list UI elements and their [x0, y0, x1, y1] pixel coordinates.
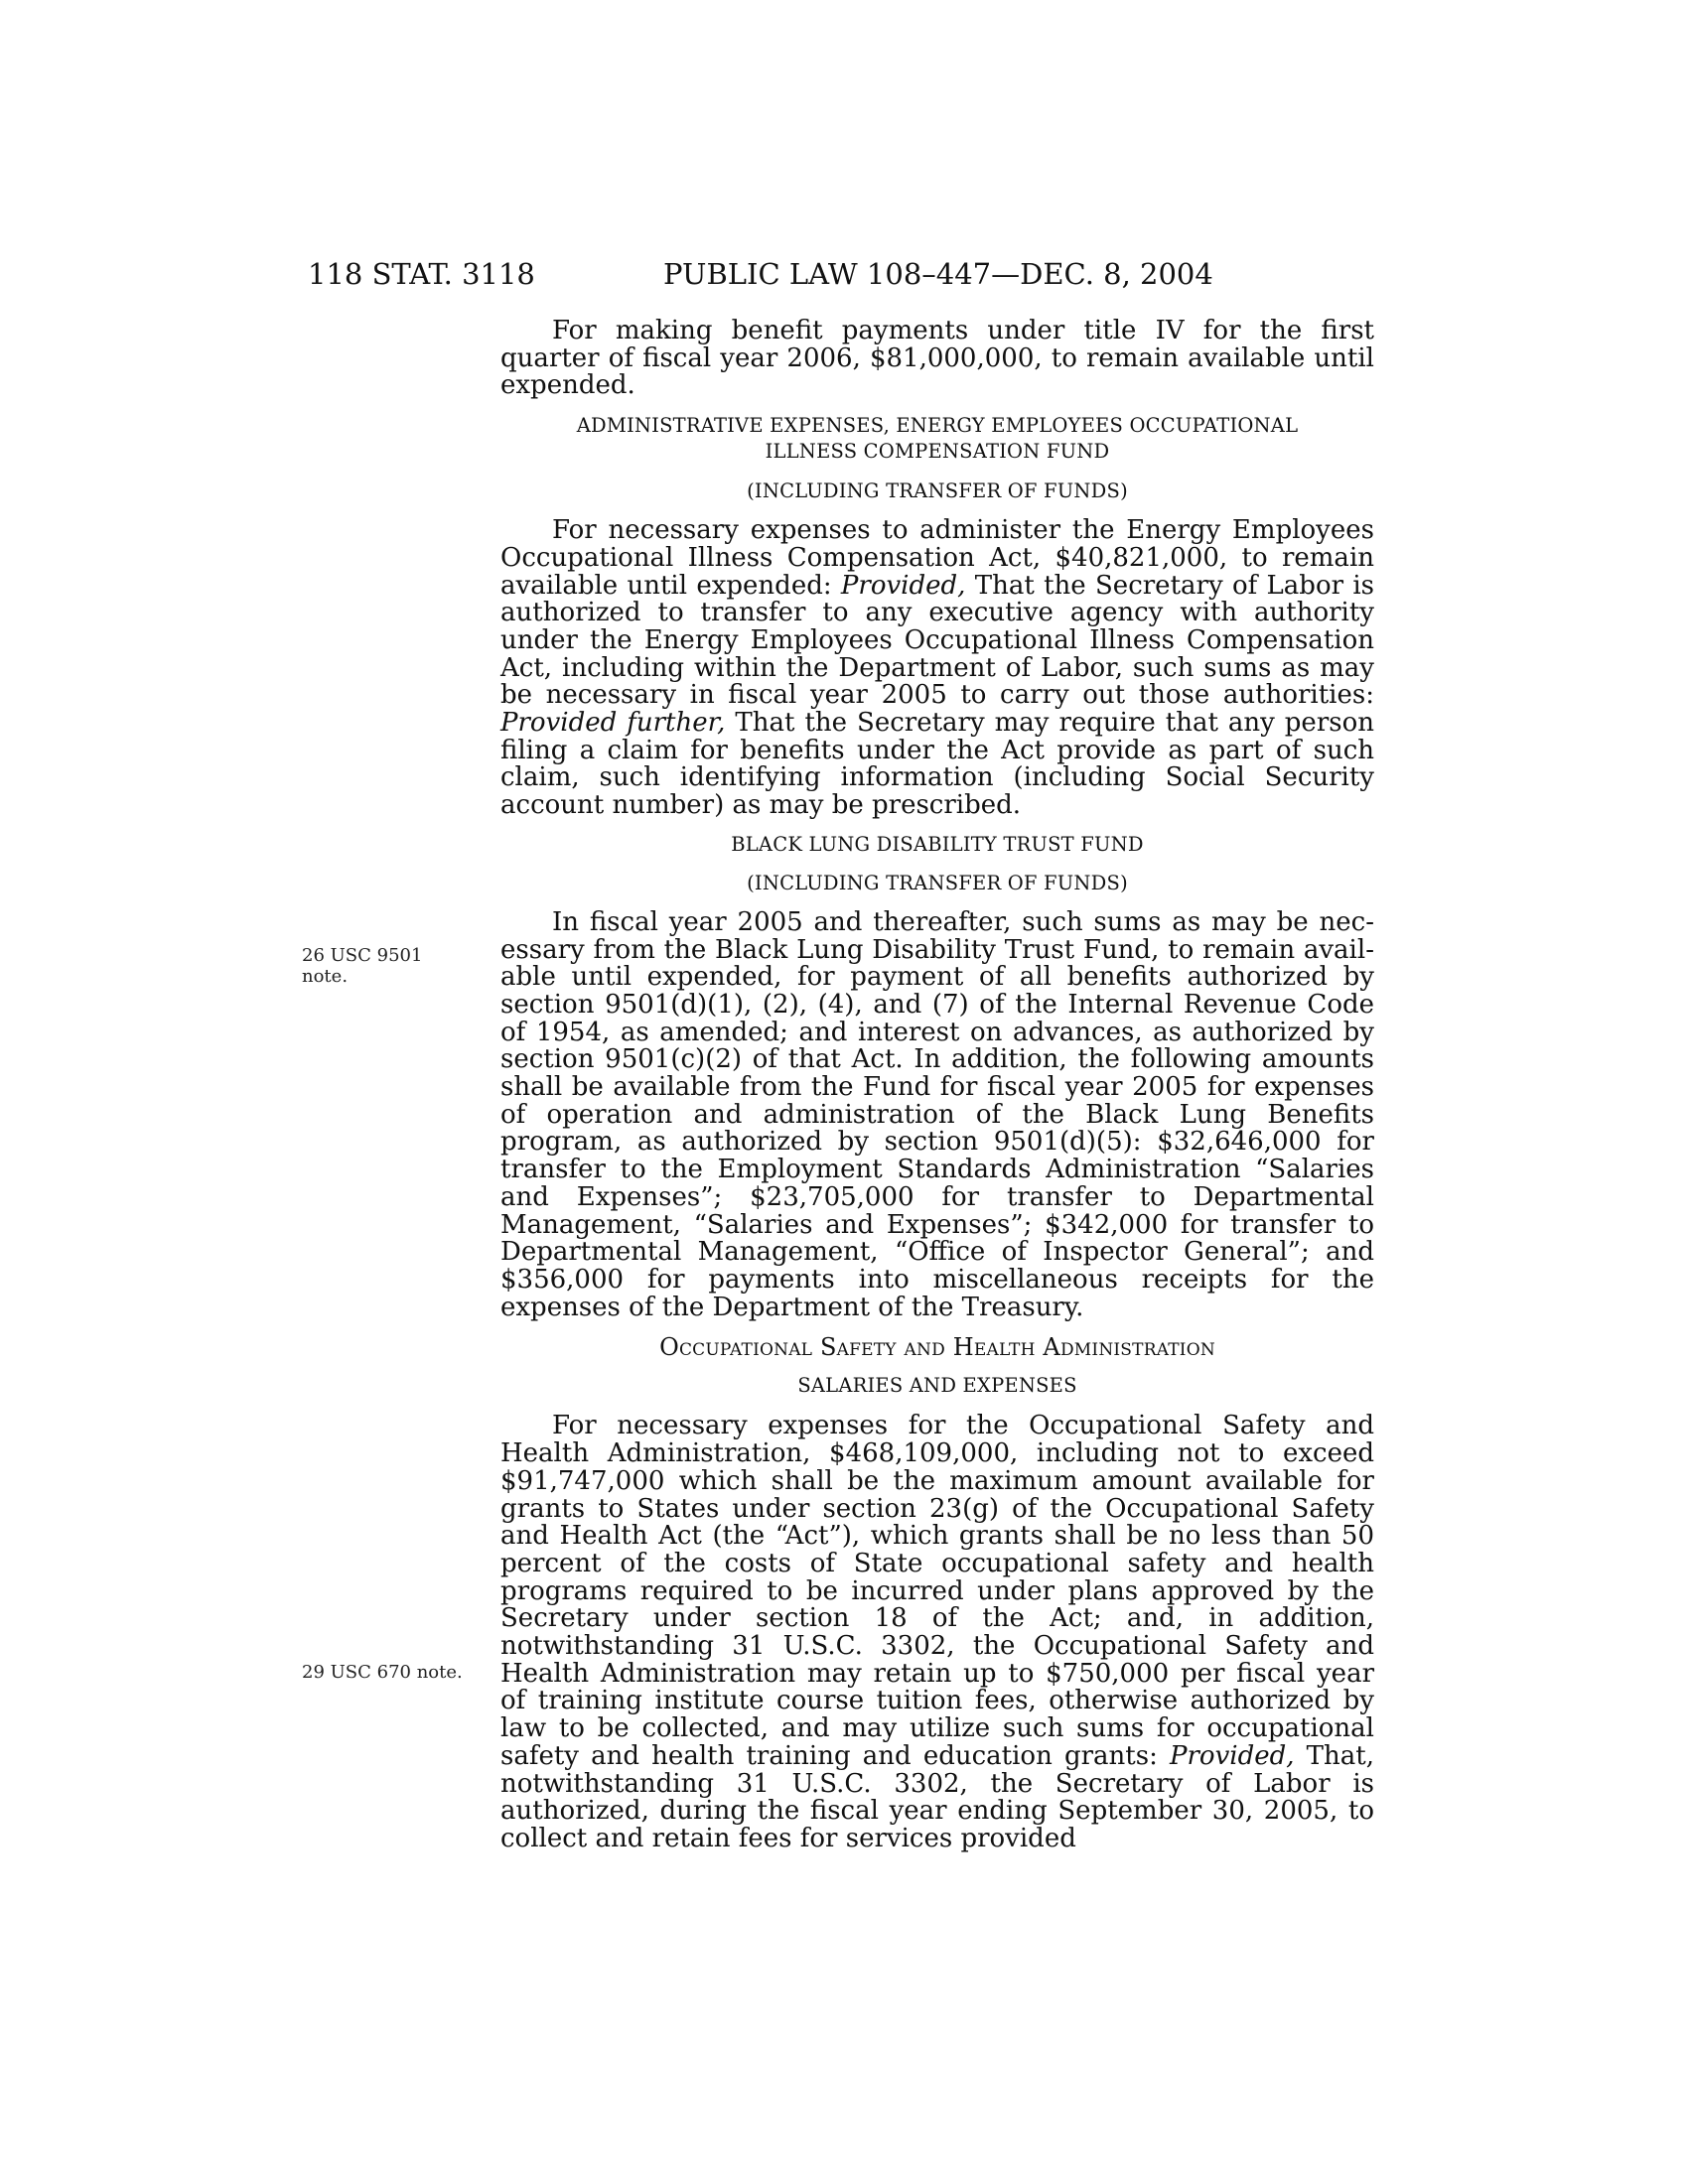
provided-term: Provided, — [840, 570, 966, 601]
section-heading-energy-employees — [500, 413, 1374, 465]
subheading-transfer-of-funds: (INCLUDING TRANSFER OF FUNDS) — [747, 871, 1128, 894]
agency-heading-osha: Occupational Safety and Health Administration — [659, 1333, 1215, 1362]
intro-paragraph: For making benefit payments under title IV for the first quarter of fiscal year 2006, $81,000,000, to remain available until expended. — [500, 316, 1374, 401]
section-heading-salaries-expenses: SALARIES AND EXPENSES — [797, 1374, 1077, 1398]
paragraph-text: That the Secretary may require that any person filing a claim for benefits under the Act provide as part of such claim, such identifying information (including Social Security account number) as may be prescribed. — [500, 708, 1374, 821]
black-lung-paragraph: In fiscal year 2005 and thereafter, such sums as may be necessary from the Black Lung Disability Trust Fund, to remain available until expended, for payment of all benefits authorized by section 9501(d)(1), (2), (4), and (7) of the Internal Revenue Code of 1954, as amended; and interest on advances, as authorized by section 9501(c)(2) of that Act. In addition, the following amounts shall be available from the Fund for fiscal year 2005 for expenses of operation and administration of the Black Lung Benefits program, as authorized by section 9501(d)(5): $32,646,000 for transfer to the Employment Standards Administration “Salaries and Expenses”; $23,705,000 for transfer to Departmental Management, “Salaries and Expenses”; $342,000 for transfer to Departmental Management, “Office of Inspector General”; and $356,000 for payments into miscellaneous receipts for the expenses of the Department of the Treasury. — [500, 906, 1374, 1322]
provided-further-term: Provided further, — [500, 708, 726, 739]
heading-line: ILLNESS COMPENSATION FUND — [765, 440, 1110, 464]
margin-note-26-usc-9501 — [302, 945, 491, 987]
paragraph-text: For necessary expenses to administer the Energy Employees Occupational Illness Compensation Act, $40,821,000, to remain available until expended: — [500, 515, 1374, 601]
statute-page-reference: 118 STAT. 3118 — [308, 257, 535, 291]
energy-employees-paragraph — [500, 517, 1374, 820]
provided-term: Provided, — [1170, 1740, 1295, 1771]
margin-note-line: 26 USC 9501 — [302, 945, 423, 966]
document-body — [500, 318, 1374, 1853]
section-heading-black-lung: BLACK LUNG DISABILITY TRUST FUND — [731, 832, 1144, 856]
margin-note-29-usc-670 — [302, 1662, 491, 1683]
paragraph-text: That the Secretary of Labor is authorized to transfer to any executive agency with authority under the Energy Employees Occupational Illness Compensation Act, including within the Department of Labor, such sums as may be necessary in fiscal year 2005 to carry out those authorities: — [500, 570, 1374, 711]
page-header — [308, 254, 1375, 294]
heading-line: ADMINISTRATIVE EXPENSES, ENERGY EMPLOYEES OCCUPATIONAL — [576, 414, 1299, 438]
subheading-transfer-of-funds: (INCLUDING TRANSFER OF FUNDS) — [747, 479, 1128, 503]
paragraph-text: That, notwithstanding 31 U.S.C. 3302, the Secretary of Labor is authorized, during the fiscal year ending September 30, 2005, to collect and retain fees for services provided — [500, 1740, 1374, 1853]
paragraph-text: For necessary expenses for the Occupational Safety and Health Administration, $468,109,000, including not to exceed $91,747,000 which shall be the maximum amount available for grants to States under section 23(g) of the Occupational Safety and Health Act (the “Act”), which grants shall be no less than 50 percent of the costs of State occupational safety and health programs required to be incurred under plans approved by the Secretary under section 18 of the Act; and, in addition, notwithstanding 31 U.S.C. 3302, the Occupational Safety and Health Administration may retain up to $750,000 per fiscal year of training institute course tuition fees, otherwise authorized by law to be collected, and may utilize such sums for occupational safety and health training and education grants: — [500, 1411, 1374, 1771]
osha-salaries-paragraph — [500, 1413, 1374, 1852]
public-law-title: PUBLIC LAW 108–447—DEC. 8, 2004 — [663, 257, 1213, 291]
margin-note-line: note. — [302, 966, 349, 987]
margin-note-line: 29 USC 670 note. — [302, 1662, 463, 1683]
